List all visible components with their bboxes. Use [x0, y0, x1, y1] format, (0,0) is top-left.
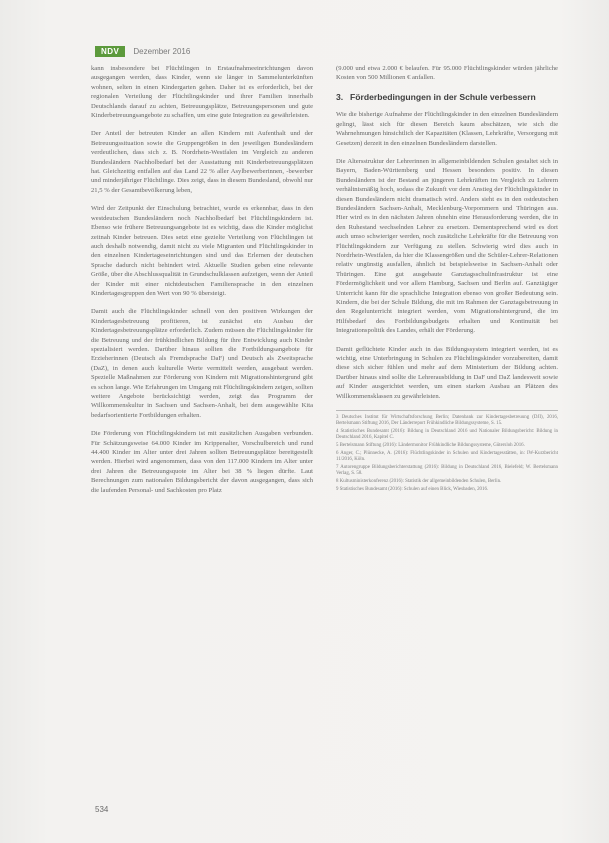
paragraph: Wird der Zeitpunkt der Einschulung betrachtet, wurde es erkennbar, dass in den westdeutschen Bundesländern noch Nachholbedarf bei Flüchtlingskindern ist. Ebenso wie frühere Betreuungsangebote ist es wichtig, dass die Kinder möglichst zeitnah Kinder betreuen. Dies setzt eine gezielte Verteilung von Flüchtlingen ist auch deshalb notwendig, damit nicht zu viele Migranten und Flüchtlingskinder in den einzelnen Kindertageseinrichtungen sind und das Erlernen der deutschen Sprache dadurch nicht behindert wird. Aktuelle Studien geben eine relevante Größe, über die Abschlussqualität in Grundschulklassen aufzeigen, wenn der Anteil der Kinder mit einer nichtdeutschen Familiensprache in den einzelnen Kindertagesgruppen den Wert von 90 % übersteigt. — [91, 205, 313, 297]
paragraph: (9.000 und etwa 2.000 € belaufen. Für 95.000 Flüchtlingskinder würden jährliche Kosten von 500 Millionen € anfallen. — [336, 65, 558, 82]
right-column — [336, 64, 558, 495]
issue-date: Dezember 2016 — [133, 46, 191, 56]
footnotes — [336, 410, 558, 493]
paragraph: Damit geflüchtete Kinder auch in das Bildungssystem integriert werden, ist es wichtig, eine Unterbringung in Schulen zu Flüchtlingskinder vorzubereiten, damit diese sich sicher fühlen und mehr auf dem Ministerium der Bildung achten. Darüber hinaus sind sollte die Lehrerausbildung in DaF und DaZ landesweit sowie auf Kinder ausgerichtet werden, um einen starken Ausbau an Plätzen des Willkommensklassen zu gewährleisten. — [336, 345, 558, 400]
section-title: Förderbedingungen in der Schule verbessern — [350, 91, 536, 102]
journal-badge: NDV — [95, 46, 125, 57]
paragraph: Die Altersstruktur der Lehrerinnen in allgemeinbildenden Schulen gestaltet sich in Bayern, Baden-Württemberg und Hessen besonders positiv. In diesen Bundesländern ist der Bestand an jüngeren Lehrkräften im Vergleich zu Lehrern verhältnismäßig hoch, sodass die Zukunft vor dem Anstieg der Flüchtlingskinder in diesen Bundesländern nicht dramatisch wird. Anders sieht es in den ostdeutschen Bundesländern Sachsen-Anhalt, Mecklenburg-Vorpommern und Thüringen aus. Hier wird es in den nächsten Jahren ohnehin eine Herausforderung werden, die in den Ruhestand wechselnden Lehrer zu ersetzen. Dementsprechend wird es dort auch umso schwieriger werden, noch zusätzliche Lehrkräfte für die Betreuung von Flüchtlingskindern zur Verfügung zu stellen. Schwierig wird dies auch in Nordrhein-Westfalen, da hier die Klassengrößen und die Schüler-Lehrer-Relationen relativ ungünstig ausfallen, ähnlich ist beispielsweise in Sachsen-Anhalt oder Thüringen. Eine gut ausgebaute Ganztagsschulinfrastruktur ist eine Fördermöglichkeit und vor allem Hamburg, Sachsen und Berlin auf. Ganztägiger Unterricht kann für die sprachliche Integration ebenso von großer Bedeutung sein. Kindern, die bei der Schule Bildung, die mit im Rahmen der Ganztagsbetreuung in den Regelunterricht integriert werden, vom Migrationshintergrund, die im Hilfsbedarf des Fortbildungsbudgets erhalten und Kontinuität bei Integrationspolitik des Landes, erhält der Förderung. — [336, 157, 558, 335]
footnote: 9 Statistisches Bundesamt (2016): Schulen auf einen Blick, Wiesbaden, 2016. — [336, 487, 489, 493]
paragraph: kann insbesondere bei Flüchtlingen in Erstaufnahmeeinrichtungen davon ausgegangen werden, dass Kinder, wenn sie länger in Sammelunterkünften wohnen, selten in einen Kindergarten gehen. Daher ist es erforderlich, bei der regionalen Verteilung der Flüchtlingskinder und ihrer Familien innerhalb Deutschlands darauf zu achten, Betreuungsplätze, Betreuungspersonen und gute Kinderbetreuungsangebote zu schaffen, um eine gute Integration zu gewährleisten. — [91, 65, 313, 120]
footnote: 3 Deutsches Institut für Wirtschaftsforschung Berlin; Datenbank zur Kindertagesbetreuung (DJI), 2016, Bertelsmann Stiftung 2016, Der Länderreport Frühkindliche Bildungssysteme, S. 15. — [336, 415, 558, 427]
paragraph: Damit auch die Flüchtlingskinder schnell von den positiven Wirkungen der Kindertagesbetreuung profitieren, ist zunächst ein Ausbau der Kindertagesbetreuungsplätze erforderlich. Zudem müssen die Flüchtlingskinder für die Betreuung und der frühkindlichen Bildung für ihre Entwicklung auch Kinder spezialisiert werden. Darüber hinaus sollten die Fortbildungsangebote für Erzieherinnen (Deutsch als Fremdsprache DaF) und Deutsch als Zweitsprache (DaZ), in denen auch kulturelle Werte vermittelt werden, ausgebaut werden. Spezielle Maßnahmen zur Förderung von Kindern mit Migrationshintergrund gibt es schon lange. Wie Erfahrungen im Umgang mit Flüchtlingskindern zeigen, sollten weitere Angebote berücksichtigt werden, zeigt das Programm der Willkommenskultur in Sachsen und Sachsen-Anhalt, bei dem ausgewählte Kita bedarfsorientierte Fortbildungen erhalten. — [91, 308, 313, 419]
footnote: 4 Statistisches Bundesamt (2016): Bildung in Deutschland 2016 und Nationaler Bildungsbericht: Bildung in Deutschland 2016, Kapitel C. — [336, 429, 558, 441]
page-number: 534 — [95, 805, 109, 814]
section-number: 3. — [336, 91, 344, 102]
footnote: 6 Anger, C.; Plünnecke, A. (2016): Flüchtlingskinder in Schulen und Kindertagesstätten, in: IW-Kurzbericht 11/2016, Köln. — [336, 451, 558, 463]
footnote: 8 Kultusministerkonferenz (2016): Statistik der allgemeinbildenden Schulen, Berlin. — [336, 479, 502, 485]
footnote: 7 Autorengruppe Bildungsberichterstattung (2016): Bildung in Deutschland 2016, Bielefeld; W. Bertelsmann Verlag, S. 58. — [336, 465, 558, 477]
section-heading — [336, 92, 558, 103]
page-header — [95, 45, 190, 57]
paragraph: Wie die bisherige Aufnahme der Flüchtlingskinder in den einzelnen Bundesländern gelingt, lässt sich für diesen Bereich kaum abschätzen, wie sich die Wahrnehmungen hinsichtlich der Kapazitäten (Klassen, Lehrkräfte, Versorgung mit Gesetzen) derzeit in den einzelnen Bundesländern darstellen. — [336, 111, 558, 147]
footnote: 5 Bertelsmann Stiftung (2016): Ländermonitor Frühkindliche Bildungssysteme, Gütersloh 2016. — [336, 443, 525, 449]
paragraph: Die Förderung von Flüchtlingskindern ist mit zusätzlichen Ausgaben verbunden. Für Schätzungsweise 64.000 Kinder im Krippenalter, Vorschulbereich und rund 44.400 Kinder im Alter unter drei Jahren sollten Betreuungsplätze bereitgestellt werden. Hierbei wird angenommen, dass von den 117.000 Kindern im Alter unter drei Jahren die Betreuungsquote im Alter bei 38 % liegen dürfte. Laut Berechnungen zum nationalen Bildungsbericht der davon ausgegangen, dass sich die laufenden Personal- und Sachkosten pro Platz — [91, 430, 313, 494]
left-column — [91, 64, 313, 504]
paragraph: Der Anteil der betreuten Kinder an allen Kindern mit Aufenthalt und der Betreuungssituation sowie die Gruppengrößen in den jeweiligen Bundesländern verdeutlichen, dass sich z. B. Nordrhein-Westfalen im Vergleich zu anderen Bundesländern Nachholbedarf bei der Ausstattung mit Kinderbetreuungsplätzen hat. Gleichzeitig entfallen auf das Land 22 % aller Asylbewerberinnen, -bewerber und minderjähriger Flüchtlinge. Dies zeigt, dass in diesem Bundesland, obwohl nur 21,5 % der Gesamtbevölkerung leben, — [91, 130, 313, 194]
